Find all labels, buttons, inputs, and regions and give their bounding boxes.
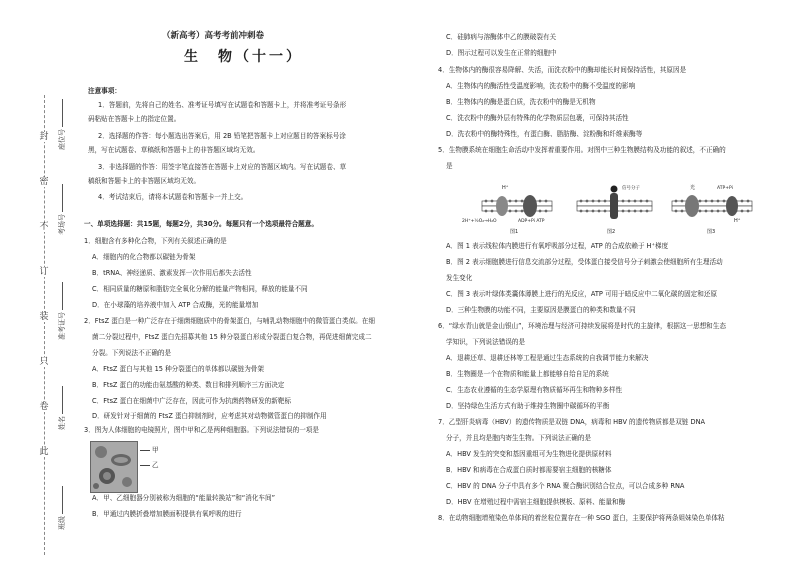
exam-header: （新高考）高考考前冲刺卷 [162,31,265,41]
binding-margin [0,0,78,562]
seal-char: 只 [34,357,54,367]
option-line: D．图示过程可以发生在正常的细胞中 [446,49,557,57]
option-line: B．生物圈是一个在物质和能量上都能够自给自足的系统 [446,370,609,378]
notice-line: 码粘贴在答题卡上的指定位置。 [88,115,181,123]
pointer-line [140,450,150,451]
membrane-2 [577,186,652,220]
option-line: A．图 1 表示线粒体内膜进行有氧呼吸部分过程，ATP 的合成依赖于 H⁺梯度 [446,242,669,250]
option-line: D．坚持绿色生活方式有助于维持生物圈中碳循环的平衡 [446,402,610,410]
notice-line: 稿纸和答题卡上的非答题区域均无效。 [88,177,201,185]
section-heading: 一、单项选择题：共15题，每题2分，共30分。每题只有一个选项最符合题意。 [84,220,318,228]
fig-label: ATP+Pi [717,186,733,191]
option-line: B．tRNA、神经递质、激素发挥一次作用后都失去活性 [92,269,252,277]
fig-label: H⁺ [502,185,509,191]
question-line: 5．生物膜系统在细胞生命活动中发挥着重要作用。对图中三种生物膜结构及功能的叙述，不正确的 [438,146,726,154]
option-line: B．图 2 表示细胞膜进行信息交流部分过程，受体蛋白接受信号分子刺激会使细胞所有生理活动 [446,258,723,266]
option-line: B．甲通过内膜折叠增加膜面积提供有氧呼吸的进行 [92,510,242,518]
seal-char: 不 [34,222,54,232]
notice-heading: 注意事项： [88,87,121,95]
option-line: B．FtsZ 蛋白的功能由氨基酸的种类、数目和排列顺序三方面决定 [92,381,285,389]
label-yi: 乙 [152,461,159,469]
option-line: A．甲、乙细胞器分别被称为细胞的“能量转换站”和“消化车间” [92,494,276,502]
question-line: 菌二分裂过程中，FtsZ 蛋白先招募其他 15 种分裂蛋白形成分裂蛋白复合物，再促进细菌完成二 [92,333,372,341]
question-line: 分裂。下列说法不正确的是 [92,349,172,357]
fig-label: 2H⁺+½O₂→H₂O [462,219,497,224]
seal-char: 封 [34,132,54,142]
exam-subject: 生 物（十一） [184,49,303,65]
question-line: 1．细胞含有多种化合物，下列有关叙述正确的是 [84,237,227,245]
option-line: C．硅肺病与溶酶体中乙的膜破裂有关 [446,33,557,41]
seal-line [44,95,45,555]
membrane-3 [672,195,752,217]
fig-caption: 图2 [607,229,616,235]
notice-line: 1．答题前，先将自己的姓名、准考证号填写在试题卷和答题卡上，并将准考证号条形 [98,101,347,109]
fig-label: H⁺ [734,218,741,224]
option-line: D．HBV 在增殖过程中需宿主细胞提供模板、原料、能量和酶 [446,498,626,506]
fig-caption: 图3 [707,229,716,235]
option-line: B．生物体内的酶是蛋白质，洗衣粉中的酶是无机物 [446,98,596,106]
option-line: 发生变化 [446,274,473,282]
seal-char: 密 [34,177,54,187]
field-label: 准考证号 [58,312,66,340]
seal-char: 此 [34,447,54,457]
option-line: D．三种生物膜的功能不同，主要原因是膜蛋白的种类和数量不同 [446,306,636,314]
field-name [58,386,66,430]
option-line: C．FtsZ 蛋白在细菌中广泛存在，因此可作为抗菌药物研发的新靶标 [92,397,292,405]
field-class [58,486,66,530]
option-line: C．HBV 的 DNA 分子中具有多个 RNA 聚合酶识别结合位点，可以合成多种 RNA [446,482,685,490]
question-line: 3．图为人体细胞的电镜照片，图中甲和乙是两种细胞器。下列说法错误的一项是 [84,426,319,434]
field-label: 班级 [58,516,66,530]
pointer-line [140,465,150,466]
option-line: D．在小球藻的培养液中加入 ATP 合成酶，光的能量增加 [92,301,259,309]
notice-line: 4．考试结束后，请将本试题卷和答题卡一并上交。 [98,193,248,201]
fig-label: 信号分子 [622,186,640,191]
option-line: D．研发针对于细菌的 FtsZ 蛋白抑制剂时，应考虑其对动物微管蛋白的抑制作用 [92,412,327,420]
membrane-1 [482,195,552,217]
electron-micrograph [90,441,138,493]
question-line: 学知识，下列说法错误的是 [446,338,526,346]
option-line: B．HBV 和病毒在合成蛋白质时都需要宿主细胞的核糖体 [446,466,612,474]
fig-caption: 图1 [510,229,519,235]
option-line: C．图 3 表示叶绿体类囊体薄膜上进行的光反应，ATP 可用于暗反应中二氧化碳的固定和还原 [446,290,718,298]
seal-char: 订 [34,267,54,277]
notice-line: 黑，写在试题卷、草稿纸和答题卡上的非答题区域均无效。 [88,146,260,154]
notice-line: 3．非选择题的作答：用签字笔直接答在答题卡上对应的答题区域内。写在试题卷、草 [98,163,347,171]
question-line: 6．“绿水青山就是金山银山”，环境治理与经济可持续发展将是时代的主旋律，根据这一思想和生态 [438,322,726,330]
option-line: A．退耕还草、退耕还林等工程是通过生态系统的自我调节能力来解决 [446,354,649,362]
seal-char: 卷 [34,402,54,412]
option-line: A．FtsZ 蛋白与其他 15 种分裂蛋白的单体都以碳链为骨架 [92,365,264,373]
question-line: 是 [446,162,453,170]
option-line: A．HBV 发生的突变和基因重组可为生物进化提供原材料 [446,450,612,458]
question-line: 8．在动物细胞增殖染色单体间的着丝粒位置存在一种 SGO 蛋白，主要保护将两条姐妹染色单体粘 [438,514,725,522]
question-line: 分子，并且均是胞内寄生生物。下列说法正确的是 [446,434,592,442]
membrane-figure [462,181,762,235]
field-label: 座位号 [58,129,66,150]
option-line: A．细胞内的化合物都以碳链为骨架 [92,253,196,261]
notice-line: 2．选择题的作答：每小题选出答案后，用 2B 铅笔把答题卡上对应题目的答案标号涂 [98,132,346,140]
option-line: C．相同质量的糖原和脂肪完全氧化分解的能量产物相同，释放的能量不同 [92,285,308,293]
option-line: C．生态农业遵循的生态学原理有物质循环再生和物种多样性 [446,386,623,394]
fig-label: ADP+Pi ATP [518,219,545,224]
question-line: 2．FtsZ 蛋白是一种广泛存在于细菌细胞质中的骨架蛋白，与哺乳动物细胞中的微管蛋白类似。在细 [84,317,375,325]
fig-label: 光 [690,185,696,191]
field-label: 考场号 [58,214,66,235]
question-line: 4．生物体内的酶很容易降解、失活，而洗衣粉中的酶却能长时间保持活性，其原因是 [438,66,687,74]
field-label: 姓名 [58,416,66,430]
option-line: C．洗衣粉中的酶外层有特殊的化学物质层包裹，可保持其活性 [446,114,629,122]
option-line: D．洗衣粉中的酶特殊性，有蛋白酶、脂肪酶、淀粉酶和纤维素酶等 [446,130,643,138]
label-jia: 甲 [152,446,159,454]
option-line: A．生物体内的酶活性受温度影响，洗衣粉中的酶不受温度的影响 [446,82,636,90]
seal-char: 装 [34,312,54,322]
field-room [58,184,66,235]
field-seat [58,99,66,150]
question-line: 7．乙型肝炎病毒（HBV）的遗传物质是双链 DNA，病毒和 HBV 的遗传物质都是双链 DNA [438,418,706,426]
field-ticket [58,282,66,340]
